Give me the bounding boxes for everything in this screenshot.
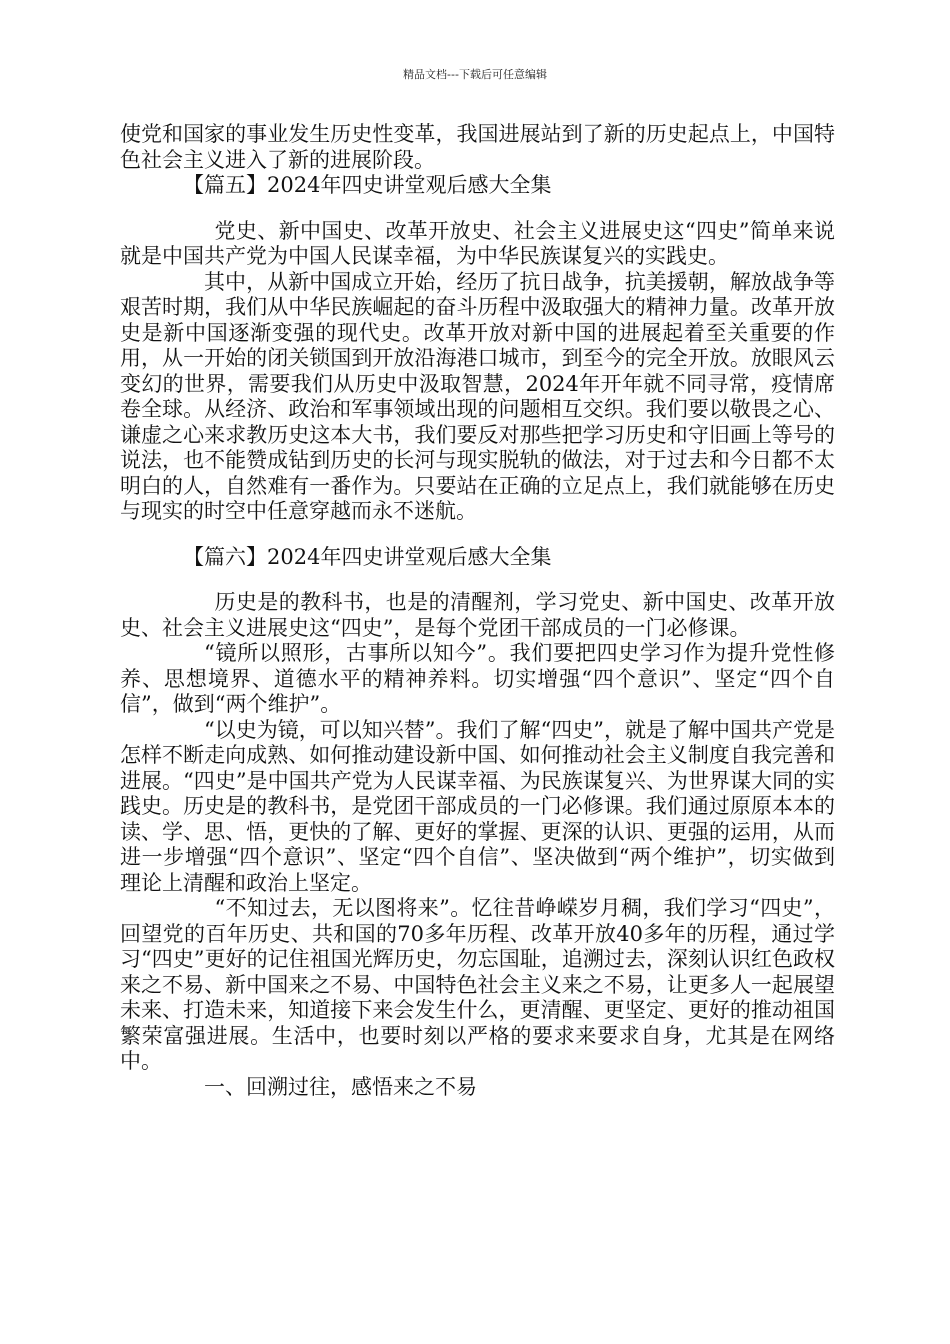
section-heading-part5: 【篇五】2024年四史讲堂观后感大全集 — [183, 173, 552, 197]
paragraph: 党史、新中国史、改革开放史、社会主义进展史这“四史”简单来说就是中国共产党为中国人民谋幸福，为中华民族谋复兴的实践史。 — [120, 218, 835, 268]
paragraph: “以史为镜，可以知兴替”。我们了解“四史”，就是了解中国共产党是怎样不断走向成熟、如何推动建设新中国、如何推动社会主义制度自我完善和进展。“四史”是中国共产党为人民谋幸福、为民族谋复兴、为世界谋大同的实践史。历史是的教科书，是党团干部成员的一门必修课。我们通过原原本本的读、学、思、悟，更快的了解、更好的掌握、更深的认识、更强的运用，从而进一步增强“四个意识”、坚定“四个自信”、坚决做到“两个维护”，切实做到理论上清醒和政治上坚定。 — [120, 717, 835, 895]
page-header: 精品文档---下载后可任意编辑 — [403, 68, 547, 81]
paragraph: 其中，从新中国成立开始，经历了抗日战争，抗美援朝，解放战争等艰苦时期，我们从中华民族崛起的奋斗历程中汲取强大的精神力量。改革开放史是新中国逐渐变强的现代史。改革开放对新中国的进展起着至关重要的作用，从一开始的闭关锁国到开放沿海港口城市，到至今的完全开放。放眼风云变幻的世界，需要我们从历史中汲取智慧，2024年开年就不同寻常，疫情席卷全球。从经济、政治和军事领域出现的问题相互交织。我们要以敬畏之心、谦虚之心来求教历史这本大书，我们要反对那些把学习历史和守旧画上等号的说法，也不能赞成钻到历史的长河与现实脱轨的做法，对于过去和今日都不太明白的人，自然难有一番作为。只要站在正确的立足点上，我们就能够在历史与现实的时空中任意穿越而永不迷航。 — [120, 269, 835, 523]
paragraph: “镜所以照形，古事所以知今”。我们要把四史学习作为提升党性修养、思想境界、道德水平的精神养料。切实增强“四个意识”、坚定“四个自信”，做到“两个维护”。 — [120, 641, 835, 716]
paragraph: “不知过去，无以图将来”。忆往昔峥嵘岁月稠，我们学习“四史”，回望党的百年历史、共和国的70多年历程、改革开放40多年的历程，通过学习“四史”更好的记住祖国光辉历史，勿忘国耻，追溯过去，深刻认识红色政权来之不易、新中国来之不易、中国特色社会主义来之不易，让更多人一起展望未来、打造未来，知道接下来会发生什么，更清醒、更坚定、更好的推动祖国繁荣富强进展。生活中，也要时刻以严格的要求来要求自身，尤其是在网络中。 — [120, 896, 835, 1073]
paragraph: 历史是的教科书，也是的清醒剂，学习党史、新中国史、改革开放史、社会主义进展史这“四史”，是每个党团干部成员的一门必修课。 — [120, 590, 835, 640]
paragraph-continuation: 使党和国家的事业发生历史性变革，我国进展站到了新的历史起点上，中国特色社会主义进入了新的进展阶段。 — [120, 122, 835, 172]
subheading: 一、回溯过往，感悟来之不易 — [204, 1074, 477, 1099]
document-body — [120, 122, 835, 1100]
section-heading-part6: 【篇六】2024年四史讲堂观后感大全集 — [183, 544, 552, 569]
